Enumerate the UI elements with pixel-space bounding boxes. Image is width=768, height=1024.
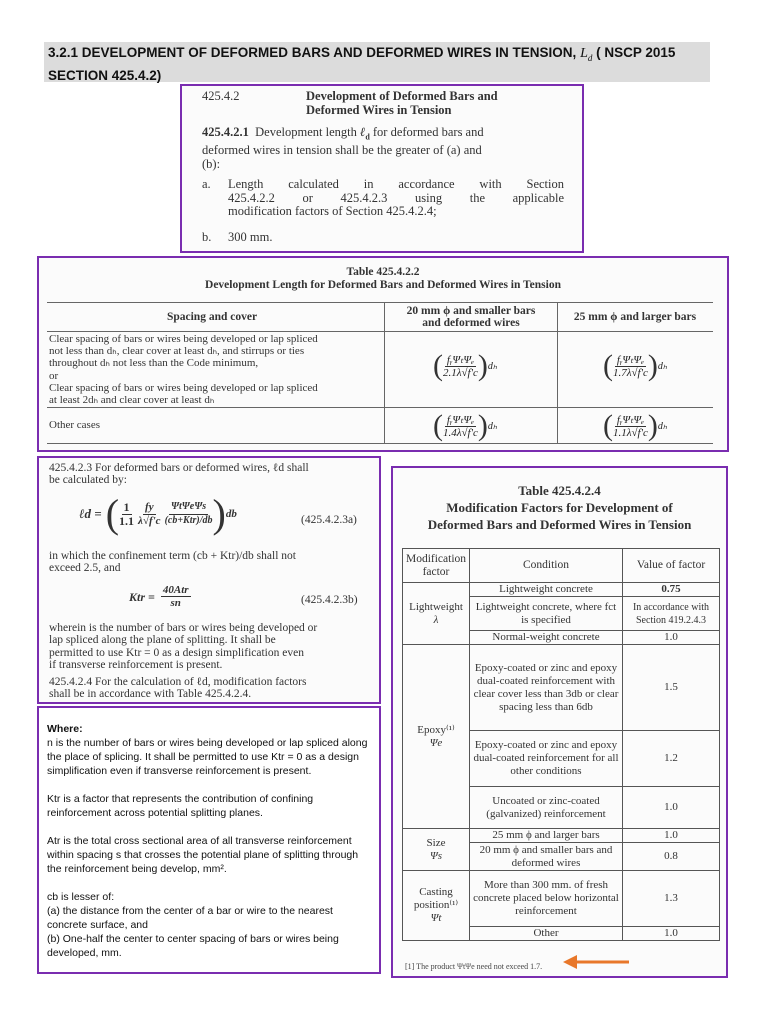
para-line: lap spliced along the plane of splitting. It shall be [49, 634, 276, 647]
condition-cell: 25 mm ϕ and larger bars [470, 829, 623, 843]
eq-frac-num: 1 [123, 500, 130, 515]
formula-r2-c2: ( $\frac{\text{fᵧΨₜΨₑ}}{1.4\lambda√f'c}$ ) dₕ [433, 409, 497, 442]
where-title: Where: [47, 723, 83, 735]
factor-size [403, 829, 470, 871]
eq-tail: db [225, 507, 237, 520]
row1-line: at least 2dₕ and clear cover at least dₕ [49, 394, 215, 407]
formula-r1-c2: ( $\frac{\text{fᵧΨₜΨₑ}}{2.1\lambda√f'c}$ ) dₕ [433, 349, 497, 382]
para-425-4-2-4 [49, 676, 375, 701]
value-cell: 1.5 [623, 645, 720, 731]
condition-cell: Normal-weight concrete [470, 631, 623, 645]
formula-denominator: 1.7λ√f'c [613, 367, 648, 379]
table-row [403, 829, 720, 843]
col-header-line: 20 mm ϕ and smaller bars [406, 305, 536, 317]
eq-frac-den: λ√f'c [138, 514, 161, 527]
table4-col-header: Value of factor [623, 549, 720, 583]
item-label: a. [202, 177, 211, 191]
def-atr: Atr is the total cross sectional area of all transverse reinforcement within spacing s that crosses the potential plane of splitting through the reinforcement being develop, mm². [47, 835, 359, 875]
table-body [47, 302, 713, 444]
equation-425-4-2-3a: ℓd = ( $\frac{1}{1.1}$ $\frac{fy}{\lambda√f'c}$ $\frac{\text{ΨtΨeΨs}}{\text{(cb+Ktr)/db}}$ ) db [79, 491, 237, 536]
table-caption-number: Table 425.4.2.2 [346, 266, 420, 278]
condition-cell: Lightweight concrete [470, 583, 623, 597]
item-text: modification factors of Section 425.4.2.4; [228, 204, 437, 218]
para-wherein [49, 622, 375, 672]
table-425-4-2-2 [37, 256, 729, 452]
table4-col-header: Modification factor [403, 549, 470, 583]
def-ktr: Ktr is a factor that represents the contribution of confining reinforcement across potential splitting planes. [47, 793, 314, 819]
para-line: wherein is the number of bars or wires being developed or [49, 622, 318, 634]
formula-db: dₕ [487, 420, 497, 432]
col-header-large-bars: 25 mm ϕ and larger bars [573, 311, 697, 323]
item-text: Length calculated in accordance with Section [228, 177, 564, 191]
para-text: for deformed bars and [369, 125, 484, 139]
eq-lhs: ℓd = [79, 505, 102, 521]
para-line: be calculated by: [49, 474, 127, 487]
eq-ref-b: (425.4.2.3b) [301, 594, 358, 606]
factor-epoxy [403, 645, 470, 829]
table4-caption-line: Modification Factors for Development of [446, 500, 673, 515]
table-caption [39, 266, 727, 292]
condition-cell: Uncoated or zinc-coated (galvanized) reinforcement [470, 787, 623, 829]
para-number: 425.4.2.1 [202, 125, 249, 139]
col-header-line: and deformed wires [422, 317, 520, 329]
para-line: in which the confinement term (cb + Ktr)/db shall not [49, 550, 296, 562]
table-row [403, 871, 720, 927]
table4-caption-number: Table 425.4.2.4 [518, 483, 601, 498]
para-line: if transverse reinforcement is present. [49, 659, 223, 672]
def-cb: cb is lesser of: [47, 891, 115, 903]
para-text: deformed wires in tension shall be the greater of (a) and [202, 143, 482, 157]
eq-frac-den: 1.1 [119, 513, 135, 528]
def-cb-b: (b) One-half the center to center spacing of bars or wires being developed, mm. [47, 933, 339, 959]
where-content [47, 722, 375, 960]
table4-col-header: Condition [470, 549, 623, 583]
where-definitions [37, 706, 381, 974]
value-cell: 1.0 [623, 829, 720, 843]
equation-425-4-2-3b [129, 584, 191, 610]
factor-label: Lightweight [409, 600, 463, 613]
condition-cell: Epoxy-coated or zinc and epoxy dual-coated reinforcement with clear cover less than 3db or clear spacing less than 6db [470, 645, 623, 731]
table4-caption-line: Deformed Bars and Deformed Wires in Tension [427, 517, 692, 532]
section-heading [44, 42, 710, 82]
table-row [403, 583, 720, 597]
clause-title [306, 90, 498, 117]
formula-denominator: 2.1λ√f'c [443, 367, 478, 379]
ld-symbol-sub: d [365, 132, 370, 142]
row1-line: not less than dₕ, clear cover at least dₕ, and stirrups or ties [49, 345, 305, 358]
eq-ref-a: (425.4.2.3a) [301, 514, 357, 526]
heading-reference: ( NSCP 2015 SECTION 425.4.2) [48, 45, 676, 83]
eq-frac-num: ΨtΨeΨs [169, 501, 208, 514]
code-excerpt-425-4-2-3 [37, 456, 381, 704]
factor-label: Epoxy⁽¹⁾ [417, 723, 455, 736]
para-line: exceed 2.5, and [49, 562, 121, 575]
row-divider [47, 407, 713, 408]
condition-cell: More than 300 mm. of fresh concrete placed below horizontal reinforcement [470, 871, 623, 927]
arrow-left-icon [561, 952, 631, 972]
para-text: (b): [202, 156, 221, 171]
item-a [228, 178, 564, 219]
value-cell: 1.0 [623, 787, 720, 829]
row1-line: throughout dₕ not less than the Code minimum, [49, 357, 259, 370]
para-line: 425.4.2.3 For deformed bars or deformed wires, ℓd shall [49, 462, 309, 474]
value-cell: 0.8 [623, 843, 720, 871]
formula-denominator: 1.4λ√f'c [443, 427, 478, 439]
table4-grid [402, 548, 720, 941]
clause-title-line: Development of Deformed Bars and [306, 89, 498, 103]
clause-title-line: Deformed Wires in Tension [306, 102, 452, 117]
condition-cell: Epoxy-coated or zinc and epoxy dual-coated reinforcement for all other conditions [470, 731, 623, 787]
para-text: Development length [255, 125, 360, 139]
eq-frac-den: (cb+Ktr)/db [164, 514, 213, 526]
value-cell: 1.0 [623, 927, 720, 941]
item-text: 425.4.2.2 or 425.4.2.3 using the applicable [228, 190, 564, 205]
row2-condition: Other cases [49, 419, 101, 431]
row1-line: or [49, 369, 59, 382]
eq-lhs: Ktr = [129, 589, 155, 604]
col-header-spacing: Spacing and cover [166, 311, 258, 323]
factor-casting [403, 871, 470, 941]
heading-text: 3.2.1 DEVELOPMENT OF DEFORMED BARS AND DEFORMED WIRES IN TENSION, [48, 45, 577, 60]
column-divider [384, 303, 385, 443]
def-n: n is the number of bars or wires being developed or lap spliced along the place of splicing. It shall be permitted to use Ktr = 0 as a design simplification even if transverse reinforcement is present. [47, 737, 368, 777]
row1-condition [49, 333, 379, 406]
item-label: b. [202, 230, 212, 244]
formula-r2-c3: ( $\frac{\text{fᵧΨₜΨₑ}}{1.1\lambda√f'c}$ ) dₕ [603, 409, 667, 442]
formula-numerator: fᵧΨₜΨₑ [616, 414, 645, 426]
table4-footnote: [1] The product ΨtΨe need not exceed 1.7. [405, 962, 543, 971]
table-425-4-2-4 [391, 466, 728, 978]
heading-symbol: L [580, 46, 588, 61]
def-cb-a: (a) the distance from the center of a bar or wire to the nearest concrete surface, and [47, 905, 333, 931]
table4-caption [393, 482, 726, 533]
heading-symbol-sub: d [587, 52, 593, 63]
formula-numerator: fᵧΨₜΨₑ [446, 414, 475, 426]
table-caption-title: Development Length for Deformed Bars and Deformed Wires in Tension [205, 279, 561, 291]
formula-db: dₕ [657, 360, 667, 372]
para-425-4-2-3 [49, 462, 375, 487]
column-divider [557, 303, 558, 443]
formula-numerator: fᵧΨₜΨₑ [616, 354, 645, 366]
factor-symbol: λ [433, 613, 439, 626]
ld-symbol: ℓ [359, 125, 366, 139]
formula-numerator: fᵧΨₜΨₑ [446, 354, 475, 366]
formula-db: dₕ [487, 360, 497, 372]
eq-frac-num: 40Atr [162, 584, 189, 596]
condition-cell: Other [470, 927, 623, 941]
factor-lightweight [403, 583, 470, 645]
factor-symbol: Ψs [429, 849, 442, 862]
para-line: permitted to use Ktr = 0 as a design simplification even [49, 646, 304, 659]
condition-cell: Lightweight concrete, where fct is specified [470, 597, 623, 631]
factor-label: Size [426, 836, 446, 849]
row1-line: Clear spacing of bars or wires being developed or lap spliced [49, 381, 318, 394]
factor-symbol: Ψt [430, 912, 442, 924]
condition-cell: 20 mm ϕ and smaller bars and deformed wires [470, 843, 623, 871]
value-cell: In accordance with Section 419.2.4.3 [623, 597, 720, 631]
value-cell: 1.0 [623, 631, 720, 645]
eq-frac-num: fy [145, 501, 154, 514]
para-line: shall be in accordance with Table 425.4.2.4. [49, 688, 252, 701]
table-row [403, 645, 720, 731]
formula-r1-c3: ( $\frac{\text{fᵧΨₜΨₑ}}{1.7\lambda√f'c}$ ) dₕ [603, 349, 667, 382]
value-cell: 0.75 [623, 583, 720, 597]
row1-line: Clear spacing of bars or wires being developed or lap spliced [49, 333, 318, 345]
table-row [403, 549, 720, 583]
code-excerpt-425-4-2 [180, 84, 584, 253]
para-line: 425.4.2.4 For the calculation of ℓd, modification factors [49, 676, 307, 688]
value-cell: 1.3 [623, 871, 720, 927]
clause-number: 425.4.2 [202, 89, 240, 103]
clause-paragraph [202, 126, 572, 171]
formula-db: dₕ [657, 420, 667, 432]
para-confinement [49, 550, 375, 575]
formula-denominator: 1.1λ√f'c [613, 427, 648, 439]
factor-label: Casting position⁽¹⁾ [413, 886, 459, 911]
col-header-small-bars [387, 305, 555, 329]
eq-frac-den: sn [170, 597, 181, 610]
value-cell: 1.2 [623, 731, 720, 787]
factor-symbol: Ψe [429, 736, 443, 749]
item-b: 300 mm. [228, 230, 273, 244]
